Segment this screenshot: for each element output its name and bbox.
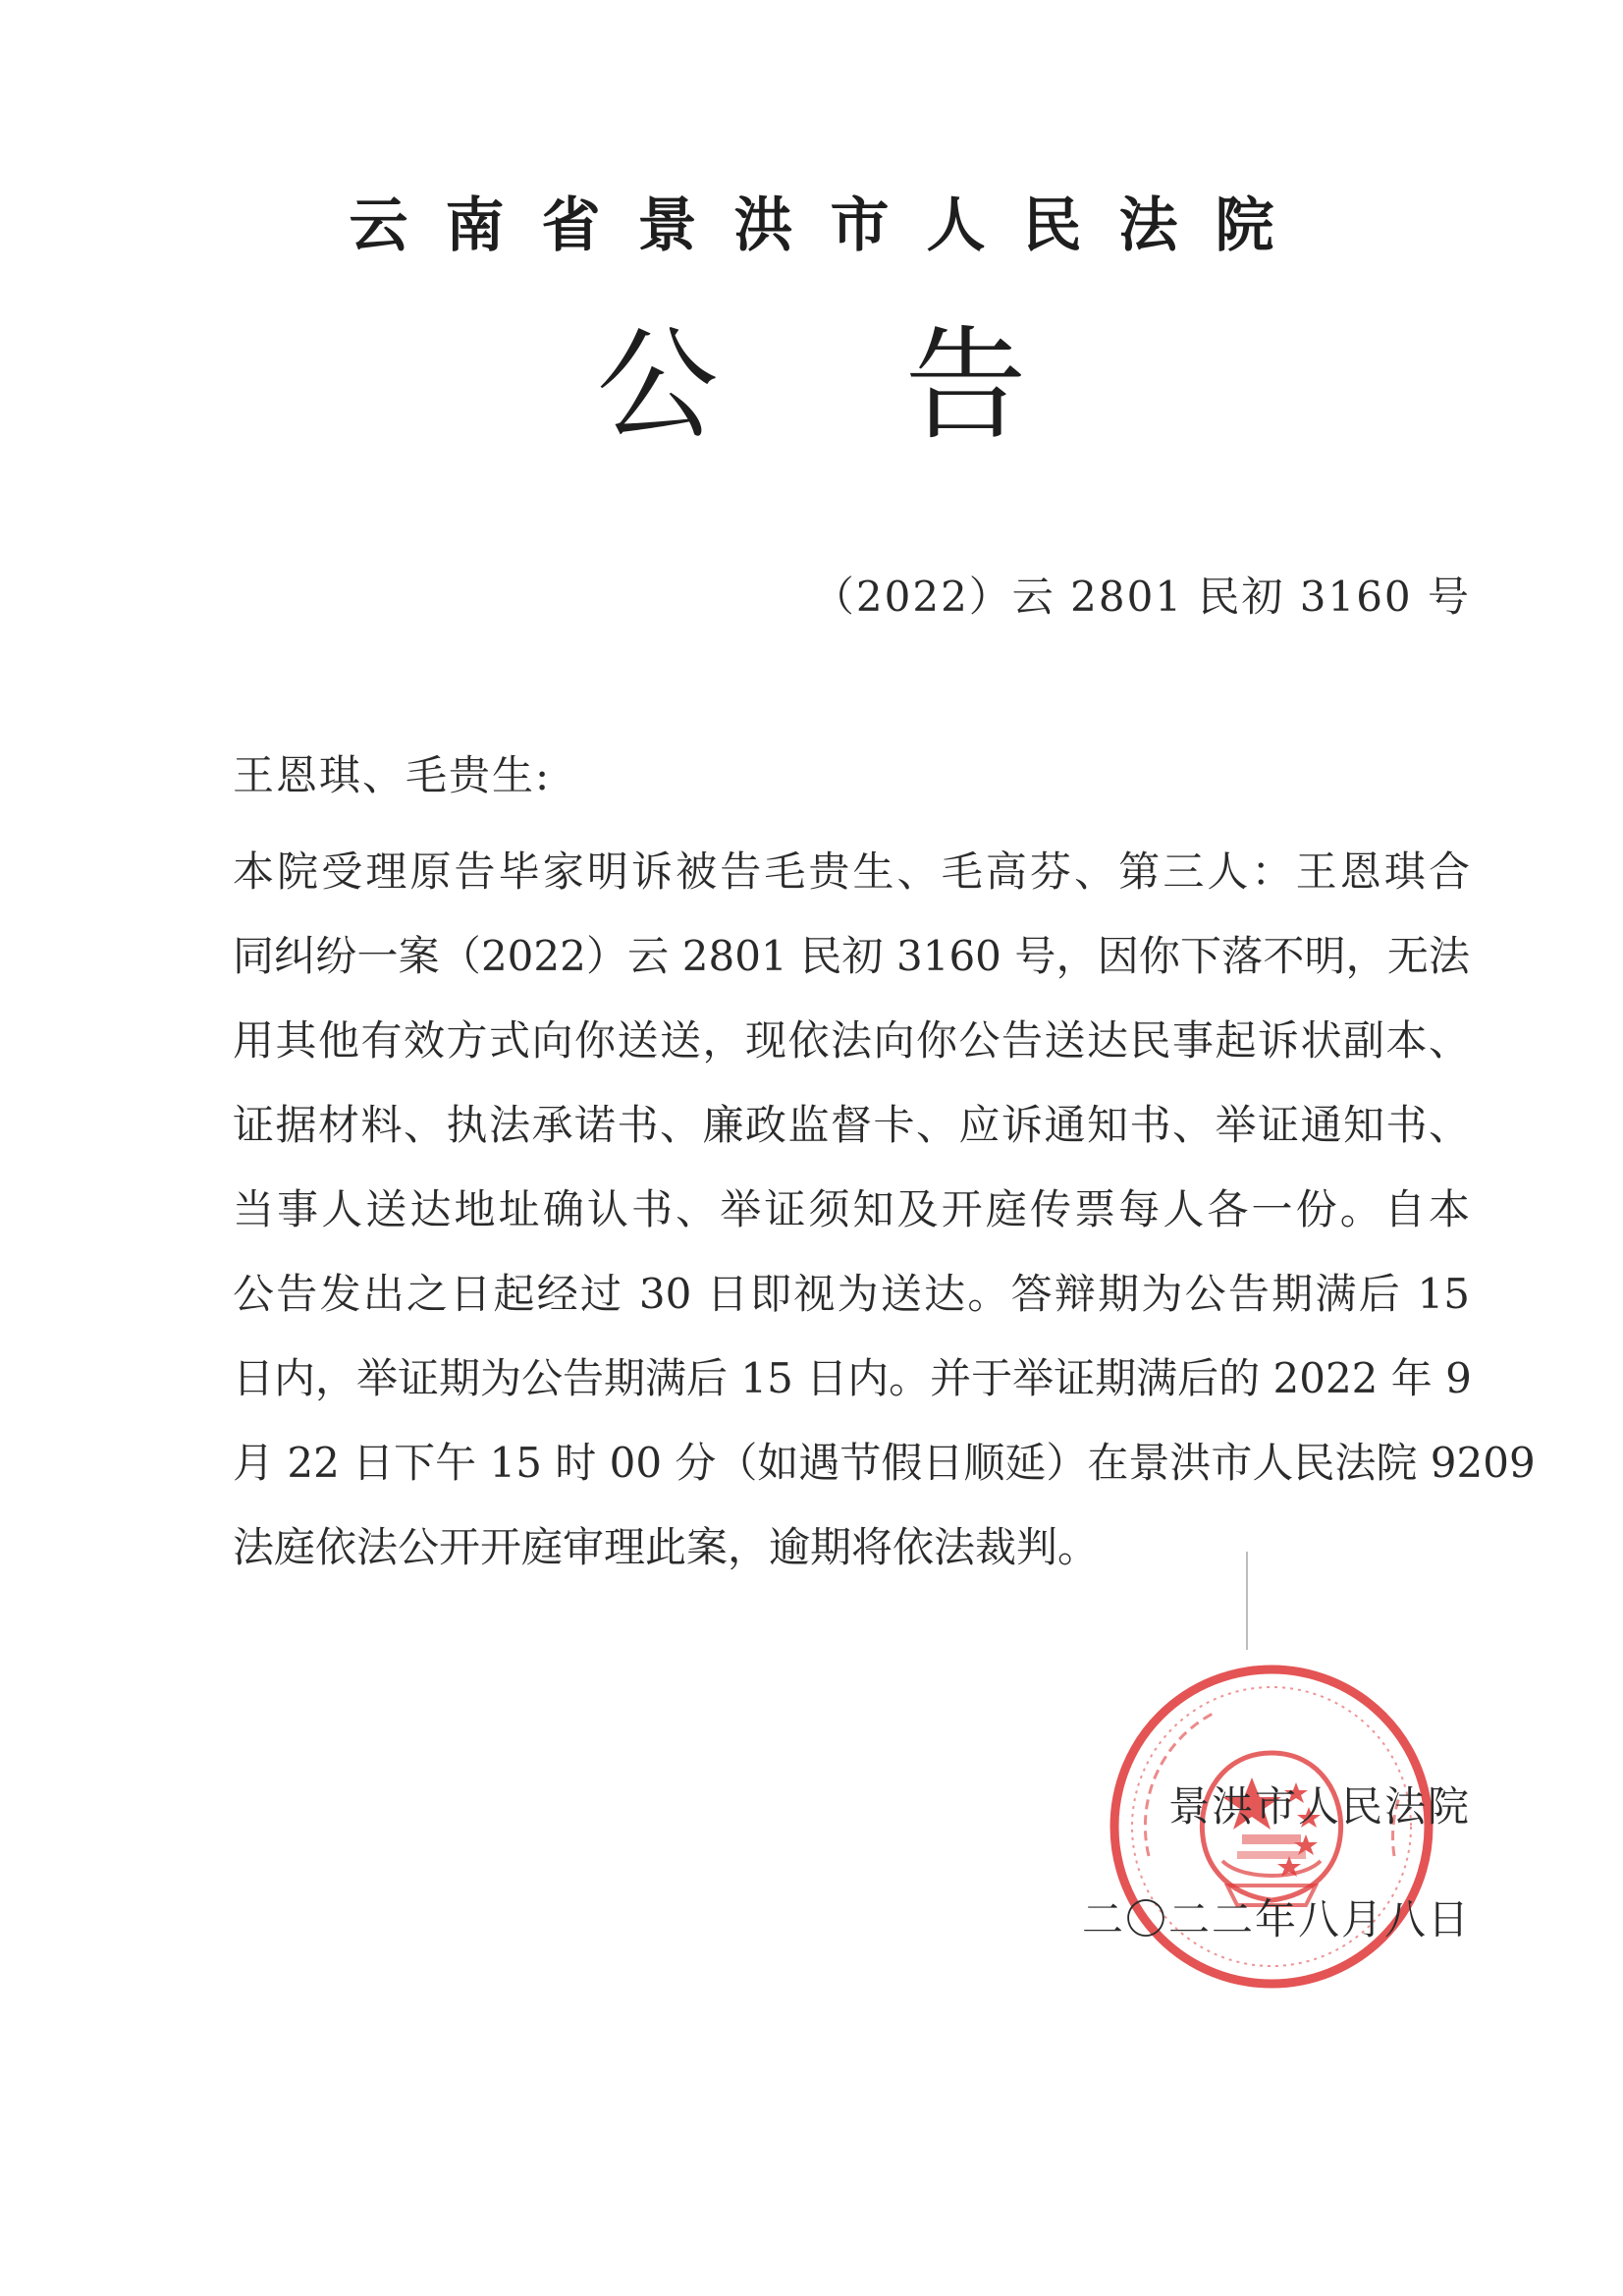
body-line: 月 22 日下午 15 时 00 分（如遇节假日顺延）在景洪市人民法院 9209: [233, 1439, 1536, 1487]
body-line: 日内，举证期为公告期满后 15 日内。并于举证期满后的 2022 年 9: [233, 1354, 1472, 1402]
notice-body: [233, 830, 1536, 1590]
body-line: 公告发出之日起经过 30 日即视为送达。答辩期为公告期满后 15: [233, 1270, 1470, 1318]
addressee: 王恩琪、毛贵生:: [233, 751, 552, 799]
document-title: 公告: [596, 315, 1214, 457]
scan-margin-mark: [1246, 1552, 1248, 1650]
court-name-heading: 云南省景洪市人民法院: [349, 191, 1312, 260]
signature-date: 二〇二二年八月八日: [1081, 1895, 1471, 1943]
case-number: （2022）云 2801 民初 3160 号: [812, 573, 1471, 621]
body-line: 同纠纷一案（2022）云 2801 民初 3160 号，因你下落不明，无法: [233, 932, 1470, 980]
body-line: 当事人送达地址确认书、举证须知及开庭传票每人各一份。自本: [233, 1185, 1470, 1233]
body-line: 本院受理原告毕家明诉被告毛贵生、毛高芬、第三人：王恩琪合: [233, 847, 1470, 896]
body-line: 法庭依法公开开庭审理此案，逾期将依法裁判。: [233, 1523, 1100, 1571]
body-line: 证据材料、执法承诺书、廉政监督卡、应诉通知书、举证通知书、: [233, 1101, 1470, 1149]
signature-court: 景洪市人民法院: [1167, 1782, 1471, 1831]
body-line: 用其他有效方式向你送送，现依法向你公告送达民事起诉状副本、: [233, 1016, 1470, 1065]
